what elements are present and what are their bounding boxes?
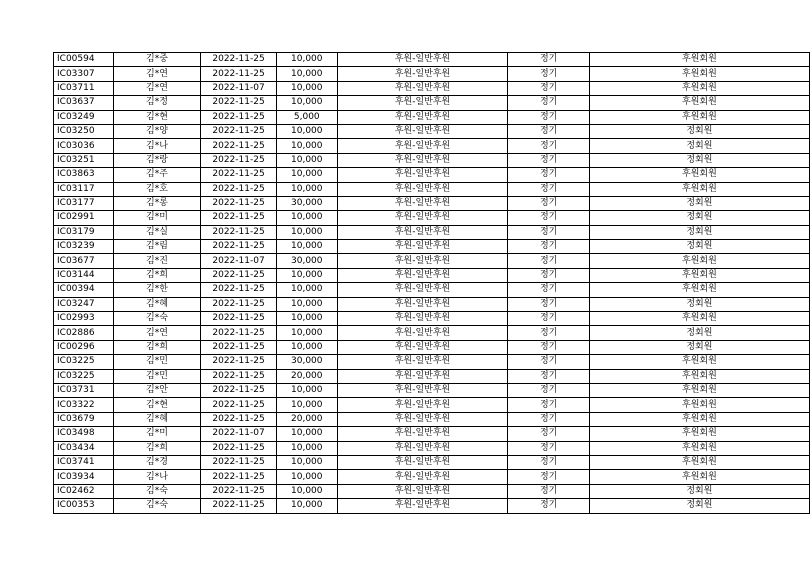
amount-cell: 10,000 [276,283,337,297]
category-cell: 후원-일반후원 [337,283,508,297]
date-cell: 2022-11-25 [201,412,277,426]
date-cell: 2022-11-25 [201,312,277,326]
category-cell: 후원-일반후원 [337,499,508,513]
name-cell: 김*희 [113,340,200,354]
date-cell: 2022-11-25 [201,383,277,397]
name-cell: 김*숙 [113,312,200,326]
member-class-cell: 정회원 [589,196,809,210]
category-cell: 후원-일반후원 [337,297,508,311]
amount-cell: 30,000 [276,355,337,369]
amount-cell: 10,000 [276,240,337,254]
amount-cell: 10,000 [276,211,337,225]
type-cell: 정기 [508,268,589,282]
type-cell: 정기 [508,254,589,268]
amount-cell: 10,000 [276,139,337,153]
table-row [54,110,810,124]
member-class-cell: 후원회원 [589,67,809,81]
amount-cell: 10,000 [276,53,337,67]
date-cell: 2022-11-25 [201,182,277,196]
member-class-cell: 후원회원 [589,427,809,441]
table-row [54,398,810,412]
member-id-cell: IC03741 [54,455,114,469]
member-id-cell: IC03036 [54,139,114,153]
amount-cell: 10,000 [276,96,337,110]
name-cell: 김*연 [113,326,200,340]
member-class-cell: 후원회원 [589,441,809,455]
name-cell: 김*경 [113,455,200,469]
member-id-cell: IC00296 [54,340,114,354]
member-id-cell: IC00353 [54,499,114,513]
member-id-cell: IC03247 [54,297,114,311]
date-cell: 2022-11-25 [201,196,277,210]
date-cell: 2022-11-25 [201,53,277,67]
member-id-cell: IC02991 [54,211,114,225]
table-row [54,427,810,441]
member-id-cell: IC03307 [54,67,114,81]
table-row [54,196,810,210]
type-cell: 정기 [508,211,589,225]
table-row [54,312,810,326]
table-body [54,53,810,514]
amount-cell: 10,000 [276,153,337,167]
name-cell: 김*미 [113,211,200,225]
table-row [54,268,810,282]
category-cell: 후원-일반후원 [337,168,508,182]
category-cell: 후원-일반후원 [337,312,508,326]
name-cell: 김*림 [113,240,200,254]
table-row [54,470,810,484]
category-cell: 후원-일반후원 [337,240,508,254]
date-cell: 2022-11-25 [201,455,277,469]
member-id-cell: IC03225 [54,369,114,383]
amount-cell: 10,000 [276,124,337,138]
date-cell: 2022-11-25 [201,268,277,282]
table-row [54,369,810,383]
date-cell: 2022-11-25 [201,124,277,138]
member-class-cell: 후원회원 [589,168,809,182]
amount-cell: 20,000 [276,412,337,426]
member-id-cell: IC03179 [54,225,114,239]
date-cell: 2022-11-25 [201,211,277,225]
table-row [54,355,810,369]
date-cell: 2022-11-25 [201,326,277,340]
member-class-cell: 후원회원 [589,81,809,95]
category-cell: 후원-일반후원 [337,369,508,383]
member-class-cell: 정회원 [589,326,809,340]
member-id-cell: IC03934 [54,470,114,484]
member-id-cell: IC03677 [54,254,114,268]
table-row [54,168,810,182]
date-cell: 2022-11-25 [201,283,277,297]
member-id-cell: IC00594 [54,53,114,67]
member-class-cell: 정회원 [589,139,809,153]
type-cell: 정기 [508,240,589,254]
name-cell: 김*민 [113,355,200,369]
date-cell: 2022-11-25 [201,96,277,110]
member-class-cell: 정회원 [589,297,809,311]
member-id-cell: IC03498 [54,427,114,441]
member-class-cell: 후원회원 [589,398,809,412]
member-class-cell: 정회원 [589,484,809,498]
date-cell: 2022-11-25 [201,153,277,167]
type-cell: 정기 [508,153,589,167]
date-cell: 2022-11-25 [201,441,277,455]
table-row [54,81,810,95]
amount-cell: 10,000 [276,340,337,354]
member-id-cell: IC00394 [54,283,114,297]
amount-cell: 10,000 [276,484,337,498]
table-row [54,484,810,498]
name-cell: 김*주 [113,168,200,182]
member-class-cell: 후원회원 [589,470,809,484]
member-class-cell: 후원회원 [589,268,809,282]
amount-cell: 20,000 [276,369,337,383]
table-row [54,283,810,297]
table-row [54,67,810,81]
type-cell: 정기 [508,67,589,81]
date-cell: 2022-11-25 [201,168,277,182]
category-cell: 후원-일반후원 [337,484,508,498]
amount-cell: 10,000 [276,427,337,441]
category-cell: 후원-일반후원 [337,398,508,412]
date-cell: 2022-11-07 [201,254,277,268]
date-cell: 2022-11-25 [201,369,277,383]
date-cell: 2022-11-07 [201,81,277,95]
category-cell: 후원-일반후원 [337,225,508,239]
category-cell: 후원-일반후원 [337,96,508,110]
name-cell: 김*숙 [113,484,200,498]
type-cell: 정기 [508,455,589,469]
member-id-cell: IC02993 [54,312,114,326]
category-cell: 후원-일반후원 [337,340,508,354]
table-row [54,383,810,397]
type-cell: 정기 [508,412,589,426]
amount-cell: 10,000 [276,455,337,469]
name-cell: 김*양 [113,124,200,138]
date-cell: 2022-11-07 [201,427,277,441]
name-cell: 김*정 [113,96,200,110]
table-row [54,53,810,67]
amount-cell: 10,000 [276,398,337,412]
type-cell: 정기 [508,182,589,196]
member-class-cell: 후원회원 [589,369,809,383]
name-cell: 김*연 [113,81,200,95]
type-cell: 정기 [508,283,589,297]
category-cell: 후원-일반후원 [337,153,508,167]
amount-cell: 30,000 [276,254,337,268]
table-row [54,96,810,110]
name-cell: 김*랑 [113,153,200,167]
type-cell: 정기 [508,110,589,124]
amount-cell: 10,000 [276,81,337,95]
member-id-cell: IC03322 [54,398,114,412]
category-cell: 후원-일반후원 [337,124,508,138]
category-cell: 후원-일반후원 [337,455,508,469]
member-id-cell: IC03117 [54,182,114,196]
name-cell: 김*중 [113,53,200,67]
table-row [54,182,810,196]
amount-cell: 10,000 [276,383,337,397]
donation-table [53,52,810,514]
name-cell: 김*미 [113,427,200,441]
member-class-cell: 후원회원 [589,455,809,469]
member-id-cell: IC03637 [54,96,114,110]
amount-cell: 10,000 [276,297,337,311]
type-cell: 정기 [508,168,589,182]
type-cell: 정기 [508,124,589,138]
member-class-cell: 정회원 [589,225,809,239]
amount-cell: 10,000 [276,225,337,239]
category-cell: 후원-일반후원 [337,355,508,369]
table-row [54,124,810,138]
table-row [54,225,810,239]
member-id-cell: IC03711 [54,81,114,95]
type-cell: 정기 [508,427,589,441]
table-row [54,326,810,340]
name-cell: 김*연 [113,67,200,81]
type-cell: 정기 [508,499,589,513]
member-class-cell: 정회원 [589,340,809,354]
member-id-cell: IC03679 [54,412,114,426]
member-id-cell: IC03239 [54,240,114,254]
category-cell: 후원-일반후원 [337,326,508,340]
category-cell: 후원-일반후원 [337,441,508,455]
table-row [54,240,810,254]
amount-cell: 10,000 [276,182,337,196]
amount-cell: 10,000 [276,67,337,81]
table-row [54,139,810,153]
name-cell: 김*숙 [113,499,200,513]
amount-cell: 10,000 [276,441,337,455]
member-class-cell: 정회원 [589,124,809,138]
type-cell: 정기 [508,484,589,498]
category-cell: 후원-일반후원 [337,110,508,124]
name-cell: 김*나 [113,470,200,484]
amount-cell: 10,000 [276,470,337,484]
category-cell: 후원-일반후원 [337,268,508,282]
category-cell: 후원-일반후원 [337,427,508,441]
member-id-cell: IC03251 [54,153,114,167]
name-cell: 김*안 [113,383,200,397]
member-class-cell: 후원회원 [589,96,809,110]
amount-cell: 10,000 [276,499,337,513]
member-id-cell: IC03225 [54,355,114,369]
category-cell: 후원-일반후원 [337,254,508,268]
member-id-cell: IC03863 [54,168,114,182]
member-class-cell: 후원회원 [589,312,809,326]
type-cell: 정기 [508,139,589,153]
member-class-cell: 후원회원 [589,383,809,397]
table-row [54,455,810,469]
category-cell: 후원-일반후원 [337,182,508,196]
type-cell: 정기 [508,81,589,95]
table-row [54,254,810,268]
type-cell: 정기 [508,53,589,67]
member-class-cell: 후원회원 [589,53,809,67]
table-row [54,211,810,225]
member-class-cell: 후원회원 [589,254,809,268]
amount-cell: 10,000 [276,268,337,282]
date-cell: 2022-11-25 [201,470,277,484]
name-cell: 김*희 [113,268,200,282]
name-cell: 김*혜 [113,297,200,311]
type-cell: 정기 [508,441,589,455]
date-cell: 2022-11-25 [201,499,277,513]
member-class-cell: 정회원 [589,153,809,167]
table-row [54,499,810,513]
date-cell: 2022-11-25 [201,139,277,153]
date-cell: 2022-11-25 [201,398,277,412]
name-cell: 김*현 [113,398,200,412]
member-id-cell: IC03731 [54,383,114,397]
amount-cell: 10,000 [276,312,337,326]
category-cell: 후원-일반후원 [337,53,508,67]
type-cell: 정기 [508,369,589,383]
date-cell: 2022-11-25 [201,110,277,124]
type-cell: 정기 [508,326,589,340]
amount-cell: 10,000 [276,326,337,340]
type-cell: 정기 [508,355,589,369]
table-row [54,412,810,426]
name-cell: 김*진 [113,254,200,268]
name-cell: 김*실 [113,225,200,239]
date-cell: 2022-11-25 [201,355,277,369]
name-cell: 김*나 [113,139,200,153]
name-cell: 김*현 [113,110,200,124]
date-cell: 2022-11-25 [201,240,277,254]
member-class-cell: 후원회원 [589,412,809,426]
category-cell: 후원-일반후원 [337,383,508,397]
member-id-cell: IC03177 [54,196,114,210]
member-class-cell: 후원회원 [589,110,809,124]
member-id-cell: IC03249 [54,110,114,124]
category-cell: 후원-일반후원 [337,67,508,81]
member-id-cell: IC02462 [54,484,114,498]
amount-cell: 30,000 [276,196,337,210]
date-cell: 2022-11-25 [201,67,277,81]
type-cell: 정기 [508,297,589,311]
type-cell: 정기 [508,470,589,484]
type-cell: 정기 [508,312,589,326]
table-row [54,297,810,311]
table-row [54,153,810,167]
amount-cell: 5,000 [276,110,337,124]
name-cell: 김*혜 [113,412,200,426]
member-class-cell: 후원회원 [589,283,809,297]
date-cell: 2022-11-25 [201,225,277,239]
name-cell: 김*롱 [113,196,200,210]
category-cell: 후원-일반후원 [337,196,508,210]
type-cell: 정기 [508,225,589,239]
date-cell: 2022-11-25 [201,340,277,354]
category-cell: 후원-일반후원 [337,412,508,426]
table-row [54,340,810,354]
member-id-cell: IC03434 [54,441,114,455]
member-class-cell: 후원회원 [589,182,809,196]
name-cell: 김*민 [113,369,200,383]
member-class-cell: 정회원 [589,240,809,254]
name-cell: 김*한 [113,283,200,297]
member-id-cell: IC02886 [54,326,114,340]
member-class-cell: 정회원 [589,499,809,513]
category-cell: 후원-일반후원 [337,470,508,484]
category-cell: 후원-일반후원 [337,211,508,225]
category-cell: 후원-일반후원 [337,139,508,153]
type-cell: 정기 [508,383,589,397]
member-class-cell: 후원회원 [589,355,809,369]
name-cell: 김*호 [113,182,200,196]
category-cell: 후원-일반후원 [337,81,508,95]
type-cell: 정기 [508,196,589,210]
name-cell: 김*희 [113,441,200,455]
date-cell: 2022-11-25 [201,484,277,498]
type-cell: 정기 [508,398,589,412]
date-cell: 2022-11-25 [201,297,277,311]
amount-cell: 10,000 [276,168,337,182]
member-id-cell: IC03144 [54,268,114,282]
member-id-cell: IC03250 [54,124,114,138]
table-row [54,441,810,455]
member-class-cell: 정회원 [589,211,809,225]
type-cell: 정기 [508,96,589,110]
type-cell: 정기 [508,340,589,354]
